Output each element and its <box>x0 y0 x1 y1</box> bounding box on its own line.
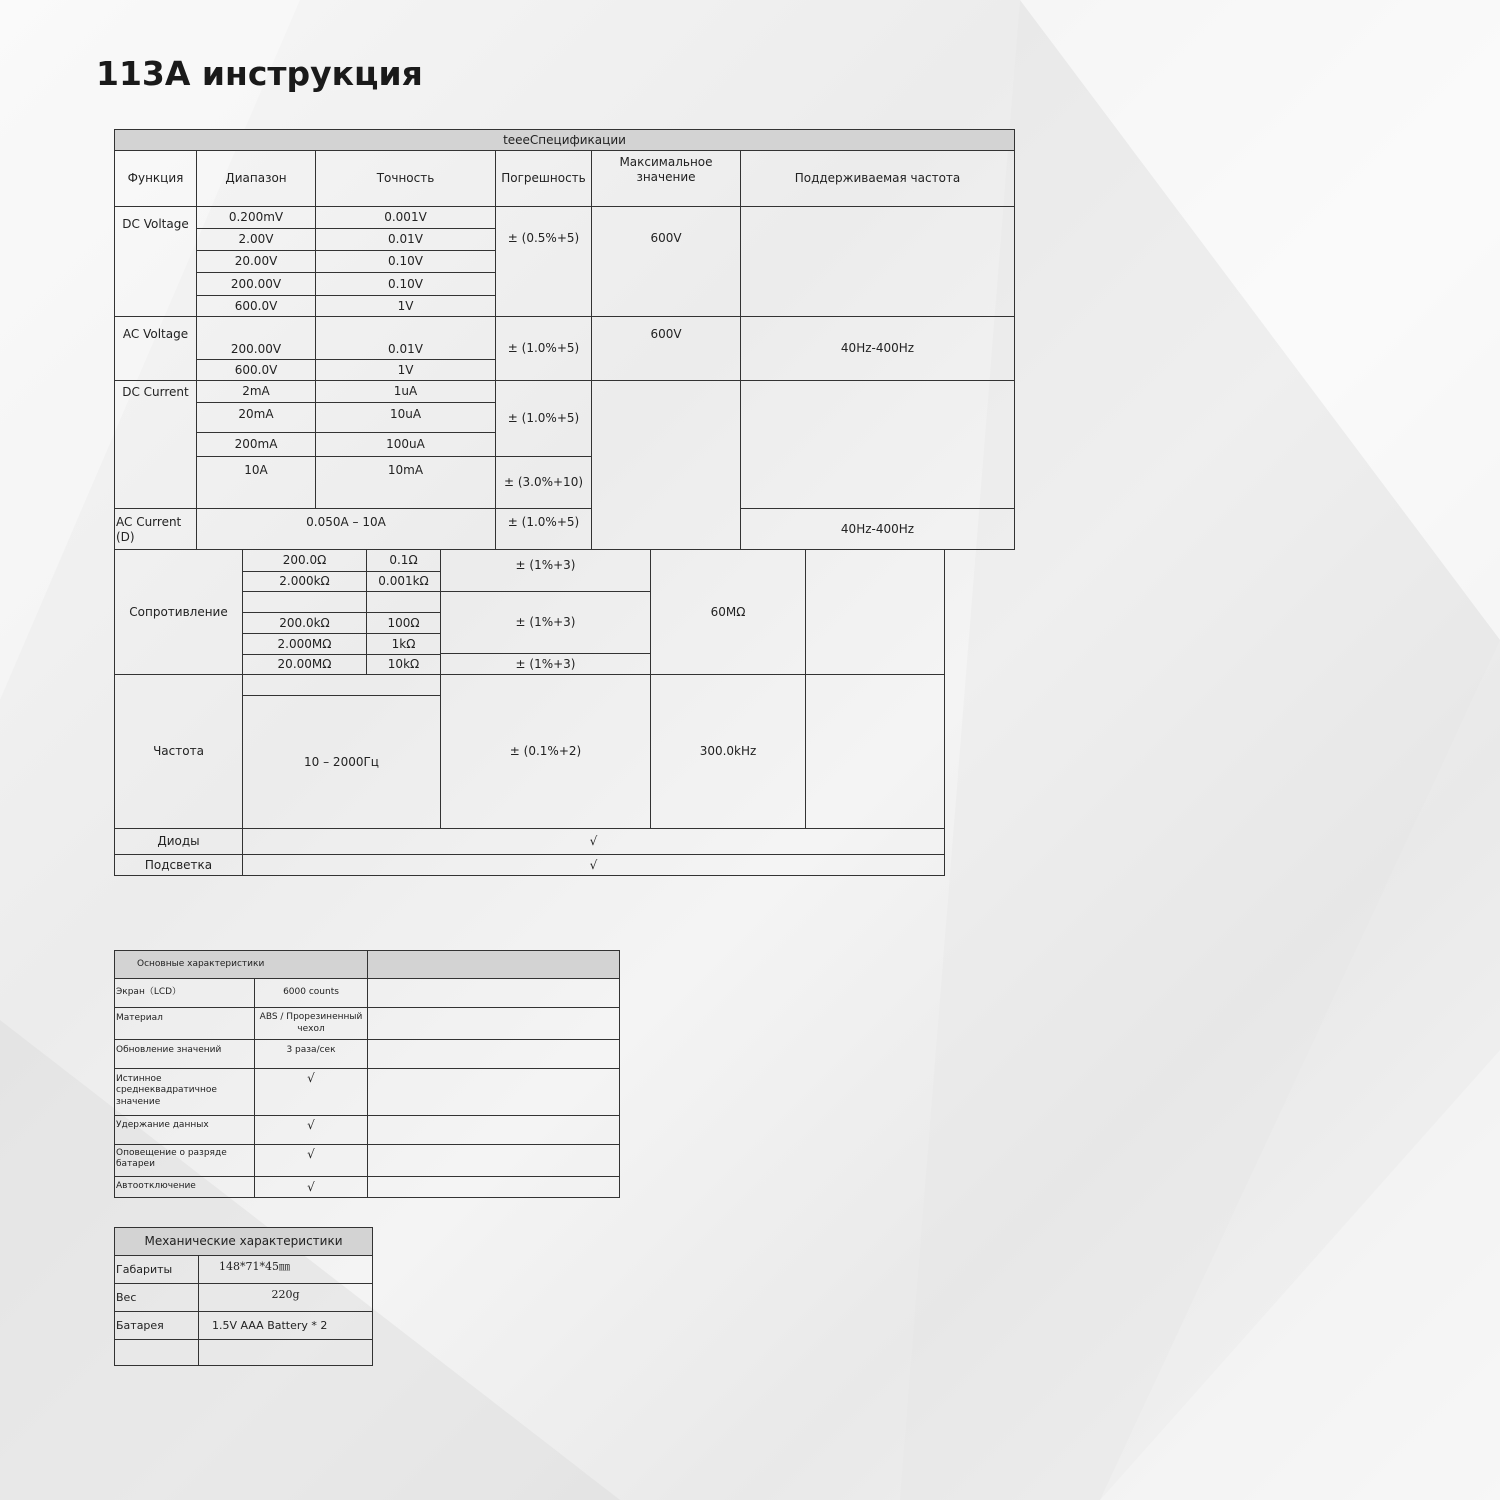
basic-extra <box>367 1115 620 1145</box>
basic-value: √ <box>254 1115 368 1145</box>
dc-voltage-max: 600V <box>591 206 741 317</box>
accuracy-cell: 1V <box>315 359 496 381</box>
current-max <box>591 380 741 550</box>
basic-label: Оповещение о разряде батареи <box>114 1144 255 1177</box>
mech-label: Батарея <box>114 1311 199 1340</box>
backlight-value: √ <box>242 854 945 876</box>
mech-value: 148*71*45㎜ <box>198 1255 373 1284</box>
basic-label: Автоотключение <box>114 1176 255 1198</box>
basic-extra <box>367 1007 620 1040</box>
range-cell: 2.00V <box>196 228 316 251</box>
mech-value: 1.5V AAA Battery * 2 <box>198 1311 373 1340</box>
ac-current-range: 0.050A – 10A <box>196 508 496 550</box>
accuracy-cell: 10mA <box>315 456 496 509</box>
dc-current-label: DC Current <box>114 380 197 509</box>
accuracy-cell <box>366 591 441 613</box>
range-cell: 10A <box>196 456 316 509</box>
range-cell <box>242 591 367 613</box>
basic-label: Экран（LCD） <box>114 978 255 1008</box>
col-error: Погрешность <box>495 150 592 207</box>
basic-label: Удержание данных <box>114 1115 255 1145</box>
range-cell: 200.00V <box>196 272 316 296</box>
mechanical-header: Механические характеристики <box>114 1227 373 1256</box>
range-cell: 0.200mV <box>196 206 316 229</box>
accuracy-cell: 10kΩ <box>366 654 441 675</box>
accuracy-cell: 100Ω <box>366 612 441 634</box>
dc-voltage-error: ± (0.5%+5) <box>495 206 592 317</box>
basic-header-empty <box>367 950 620 979</box>
ac-current-freq: 40Hz-400Hz <box>740 508 1015 550</box>
resistance-error3: ± (1%+3) <box>440 653 651 675</box>
backlight-label: Подсветка <box>114 854 243 876</box>
basic-label: Материал <box>114 1007 255 1040</box>
page-title: 113A инструкция <box>96 54 423 93</box>
diodes-label: Диоды <box>114 828 243 855</box>
basic-extra <box>367 1039 620 1069</box>
specs-header: teeeСпецификации <box>114 129 1015 151</box>
basic-value: √ <box>254 1144 368 1177</box>
col-function: Функция <box>114 150 197 207</box>
resistance-error1: ± (1%+3) <box>440 549 651 592</box>
col-accuracy: Точность <box>315 150 496 207</box>
resistance-error2: ± (1%+3) <box>440 591 651 654</box>
col-range: Диапазон <box>196 150 316 207</box>
accuracy-cell: 0.001kΩ <box>366 571 441 592</box>
ac-current-error: ± (1.0%+5) <box>495 508 592 550</box>
mech-value <box>198 1339 373 1366</box>
basic-value: 3 раза/сек <box>254 1039 368 1069</box>
range-cell: 2.000kΩ <box>242 571 367 592</box>
accuracy-cell: 0.01V <box>315 228 496 251</box>
frequency-max: 300.0kHz <box>650 674 806 829</box>
range-cell: 20mA <box>196 402 316 433</box>
frequency-extra <box>805 674 945 829</box>
accuracy-cell: 10uA <box>315 402 496 433</box>
range-cell: 20.00V <box>196 250 316 273</box>
ac-voltage-max: 600V <box>591 316 741 381</box>
accuracy-cell: 1V <box>315 295 496 317</box>
range-cell: 200.0kΩ <box>242 612 367 634</box>
mech-value: 220g <box>198 1283 373 1312</box>
basic-extra <box>367 978 620 1008</box>
range-cell: 200mA <box>196 432 316 457</box>
col-freq: Поддерживаемая частота <box>740 150 1015 207</box>
diodes-value: √ <box>242 828 945 855</box>
frequency-error: ± (0.1%+2) <box>440 674 651 829</box>
range-cell: 600.0V <box>196 295 316 317</box>
range-cell: 200.00V <box>196 316 316 360</box>
accuracy-cell: 0.10V <box>315 272 496 296</box>
accuracy-cell: 1kΩ <box>366 633 441 655</box>
mech-label <box>114 1339 199 1366</box>
basic-extra <box>367 1144 620 1177</box>
mech-label: Габариты <box>114 1255 199 1284</box>
range-cell: 600.0V <box>196 359 316 381</box>
dc-current-freq <box>740 380 1015 509</box>
resistance-extra <box>805 549 945 675</box>
accuracy-cell: 0.001V <box>315 206 496 229</box>
accuracy-cell: 0.1Ω <box>366 549 441 572</box>
range-cell: 200.0Ω <box>242 549 367 572</box>
frequency-range: 10 – 2000Гц <box>242 695 441 829</box>
resistance-max: 60MΩ <box>650 549 806 675</box>
dc-current-error1: ± (1.0%+5) <box>495 380 592 457</box>
dc-current-error2: ± (3.0%+10) <box>495 456 592 509</box>
frequency-label: Частота <box>114 674 243 829</box>
dc-voltage-freq <box>740 206 1015 317</box>
ac-current-label: AC Current (D) <box>114 508 197 550</box>
accuracy-cell: 100uA <box>315 432 496 457</box>
ac-voltage-freq: 40Hz-400Hz <box>740 316 1015 381</box>
accuracy-cell: 1uA <box>315 380 496 403</box>
basic-header: Основные характеристики <box>114 950 368 979</box>
basic-value: √ <box>254 1176 368 1198</box>
range-cell: 2mA <box>196 380 316 403</box>
ac-voltage-label: AC Voltage <box>114 316 197 381</box>
basic-label: Истинное среднеквадратичное значение <box>114 1068 255 1116</box>
range-cell: 2.000MΩ <box>242 633 367 655</box>
basic-label: Обновление значений <box>114 1039 255 1069</box>
ac-voltage-error: ± (1.0%+5) <box>495 316 592 381</box>
range-cell: 20.00MΩ <box>242 654 367 675</box>
dc-voltage-label: DC Voltage <box>114 206 197 317</box>
basic-value: 6000 counts <box>254 978 368 1008</box>
resistance-label: Сопротивление <box>114 549 243 675</box>
frequency-empty-range <box>242 674 441 696</box>
basic-value: √ <box>254 1068 368 1116</box>
mech-label: Вес <box>114 1283 199 1312</box>
basic-extra <box>367 1176 620 1198</box>
accuracy-cell: 0.10V <box>315 250 496 273</box>
basic-extra <box>367 1068 620 1116</box>
col-max: Максимальное значение <box>591 150 741 207</box>
basic-value: ABS / Прорезиненный чехол <box>254 1007 368 1040</box>
accuracy-cell: 0.01V <box>315 316 496 360</box>
